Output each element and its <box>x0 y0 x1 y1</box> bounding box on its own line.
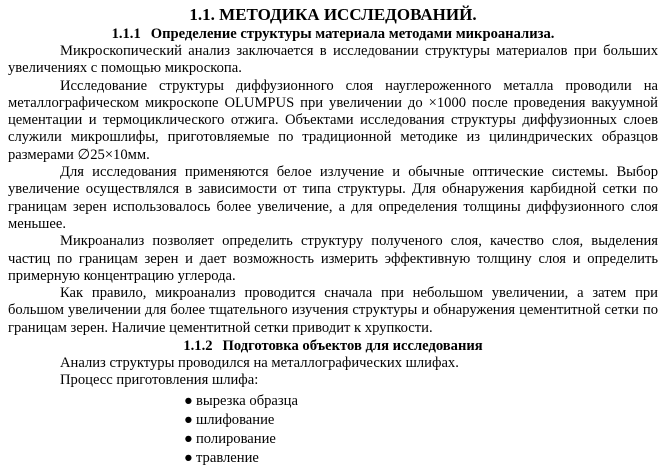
section-number-2: 1.1.2 <box>183 338 213 355</box>
list-item <box>184 411 658 430</box>
section-heading-2 <box>8 337 658 355</box>
paragraph-3: Для исследования применяются белое излучение и обычные оптические системы. Выбор увеличение осуществлялся в зависимости от типа структуры. Для обнаружения карбидной сетки по границам зерен использовалось более увеличение, а для определения толщины диффузионного слоя меньшее. <box>8 164 658 232</box>
bullet-icon: ● <box>184 392 193 409</box>
bullet-icon: ● <box>184 430 193 447</box>
list-item-text: полирование <box>196 430 276 447</box>
list-item <box>184 430 658 449</box>
paragraph-2: Исследование структуры диффузионного слоя науглероженного металла проводили на металлографическом микроскопе OLUMPUS при увеличении до ×1000 после проведения вакуумной цементации и термоциклического отжига. Объектами исследования структуры диффузионных слоев служили микрошлифы, приготовляемые по традиционной методике из цилиндрических образцов размерами ∅25×10мм. <box>8 77 658 163</box>
section2-line-1: Анализ структуры проводился на металлографических шлифах. <box>60 355 459 372</box>
list-item-text: травление <box>196 449 259 466</box>
bullet-icon: ● <box>184 449 193 466</box>
section-number-1: 1.1.1 <box>111 26 141 42</box>
bullet-icon: ● <box>184 411 193 428</box>
section2-line-2: Процесс приготовления шлифа: <box>60 372 259 389</box>
list-item <box>184 392 658 411</box>
document-page <box>0 5 666 471</box>
section-title-2: Подготовка объектов для исследования <box>222 338 483 355</box>
paragraph-1: Микроскопический анализ заключается в исследовании структуры материалов при больших увеличениях с помощью микроскопа. <box>8 43 658 77</box>
list-item-text: шлифование <box>196 411 275 428</box>
section-title-1: Определение структуры материала методами микроанализа. <box>150 26 555 42</box>
list-item <box>184 449 658 468</box>
list-item-text: вырезка образца <box>196 392 298 409</box>
preparation-steps-list <box>8 392 658 468</box>
paragraph-5: Как правило, микроанализ проводится сначала при небольшом увеличении, а затем при большом увеличении для более тщательного изучения структуры и обнаружения цементитной сетки по границам зерен. Наличие цементитной сетки приводит к хрупкости. <box>8 285 658 336</box>
chapter-title: 1.1. МЕТОДИКА ИССЛЕДОВАНИЙ. <box>189 5 477 24</box>
paragraph-4: Микроанализ позволяет определить структуру полученого слоя, качество слоя, выделения частиц по границам зерен и дает возможность измерить эффективную толщину слоя и определить примерную концентрацию углерода. <box>8 233 658 284</box>
section-heading-1 <box>8 25 658 43</box>
